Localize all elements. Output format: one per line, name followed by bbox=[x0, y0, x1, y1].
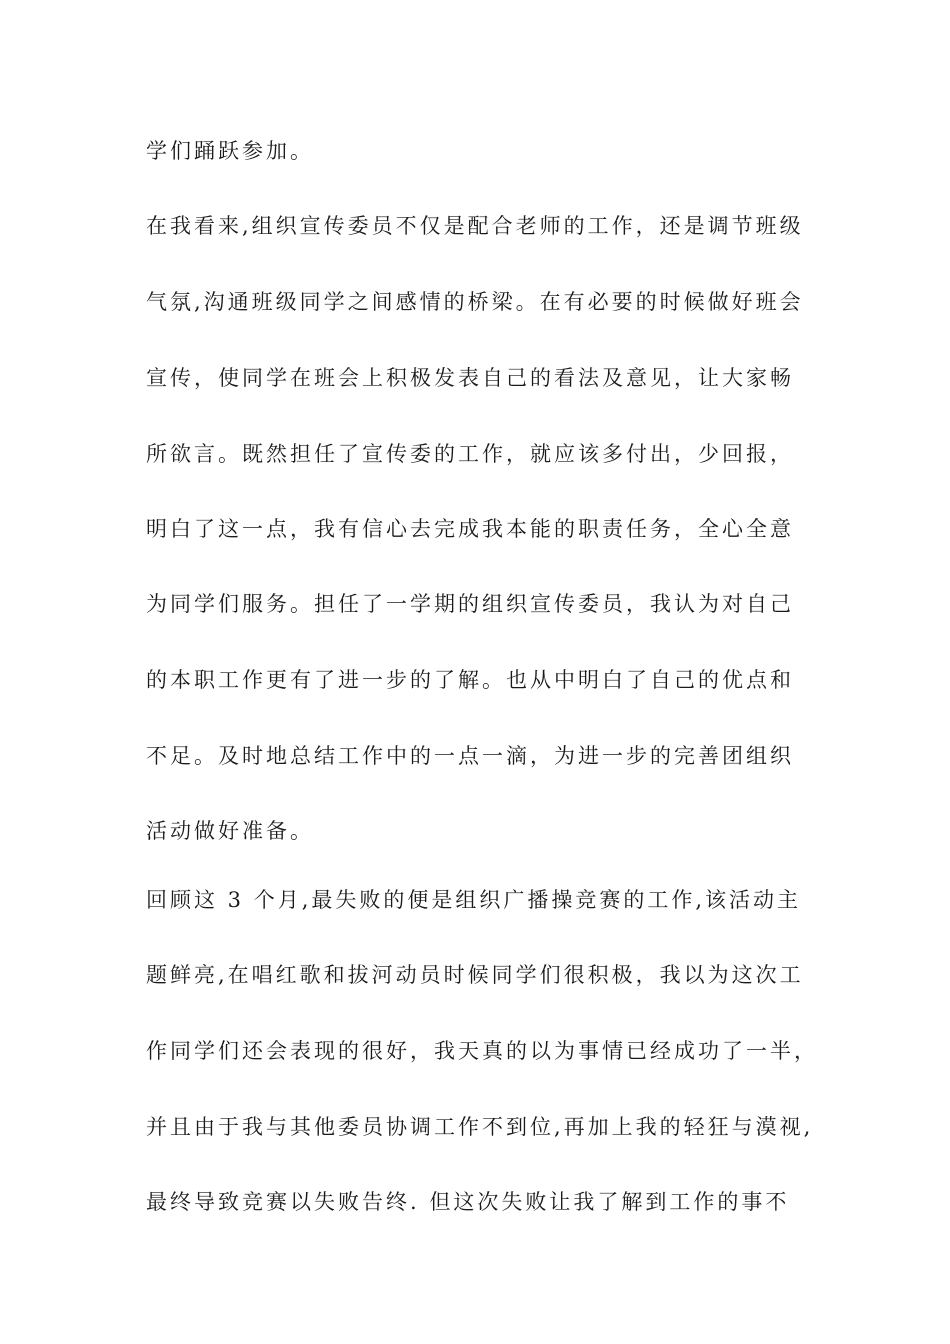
text-line: 作同学们还会表现的很好，我天真的以为事情已经成功了一半， bbox=[146, 1039, 818, 1063]
text-line: 的本职工作更有了进一步的了解。也从中明白了自己的优点和 bbox=[146, 668, 794, 692]
text-line: 活动做好准备。 bbox=[146, 819, 314, 843]
text-line: 明白了这一点，我有信心去完成我本能的职责任务，全心全意 bbox=[146, 517, 794, 541]
text-line: 并且由于我与其他委员协调工作不到位,再加上我的轻狂与漠视, bbox=[146, 1115, 814, 1139]
text-line: 气氛,沟通班级同学之间感情的桥梁。在有必要的时候做好班会 bbox=[146, 290, 804, 314]
text-line: 题鲜亮,在唱红歌和拔河动员时候同学们很积极，我以为这次工 bbox=[146, 963, 804, 987]
text-line: 所欲言。既然担任了宣传委的工作，就应该多付出，少回报， bbox=[146, 442, 794, 466]
text-line: 不足。及时地总结工作中的一点一滴，为进一步的完善团组织 bbox=[146, 744, 794, 768]
text-line: 回顾这 3 个月,最失败的便是组织广播操竞赛的工作,该活动主 bbox=[146, 888, 802, 912]
text-line: 最终导致竞赛以失败告终. 但这次失败让我了解到工作的事不 bbox=[146, 1190, 790, 1214]
text-line: 为同学们服务。担任了一学期的组织宣传委员，我认为对自己 bbox=[146, 592, 794, 616]
text-line: 学们踊跃参加。 bbox=[146, 139, 314, 163]
text-line: 宣传，使同学在班会上积极发表自己的看法及意见，让大家畅 bbox=[146, 366, 794, 390]
text-line: 在我看来,组织宣传委员不仅是配合老师的工作，还是调节班级 bbox=[146, 214, 804, 238]
